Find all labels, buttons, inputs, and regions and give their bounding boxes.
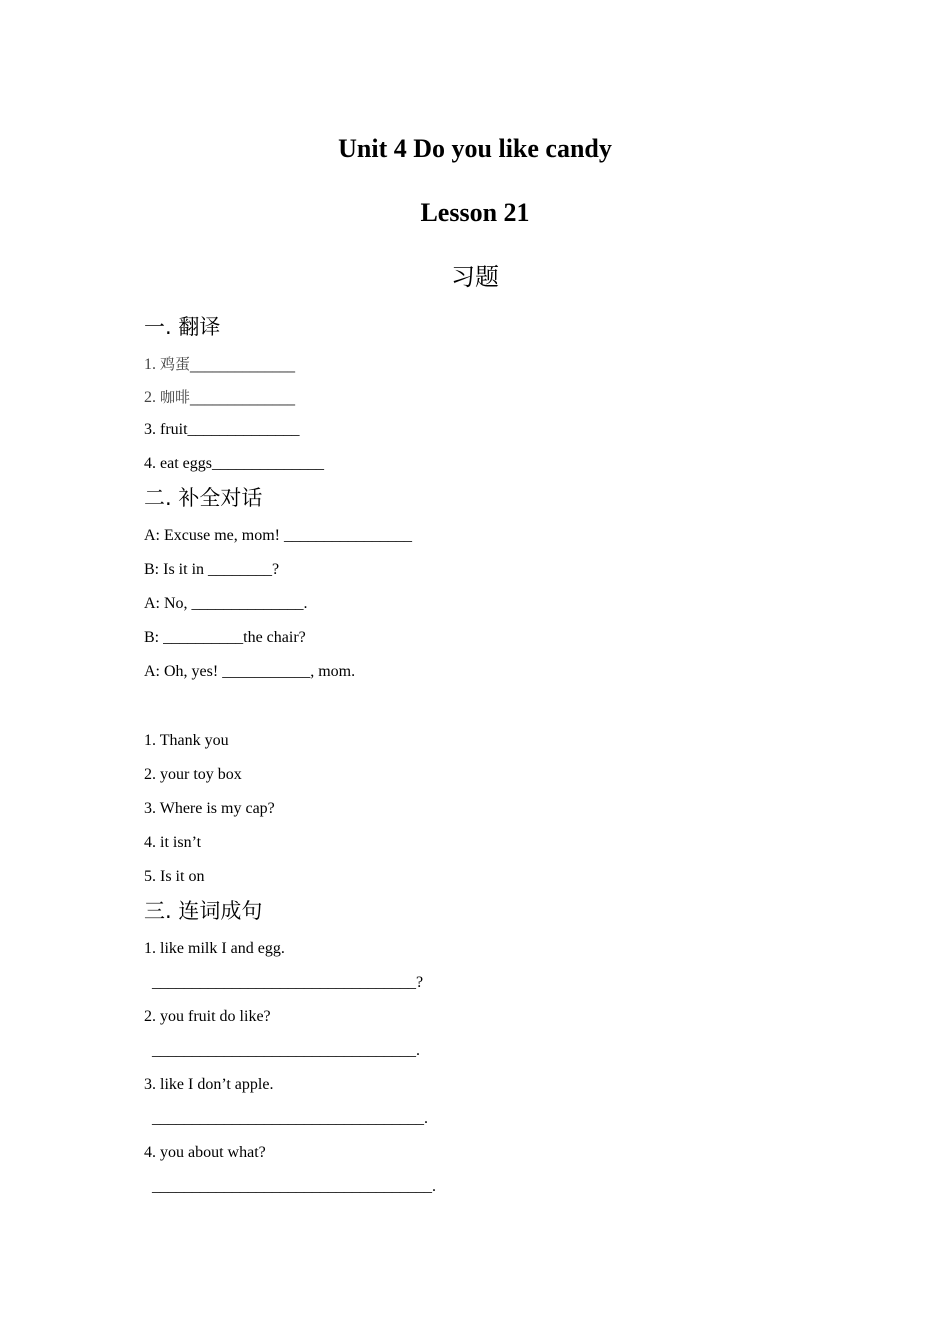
dialogue-line-2: B: Is it in ________? — [144, 561, 280, 578]
dialogue-option-3: 3. Where is my cap? — [144, 800, 275, 817]
dialogue-option-5: 5. Is it on — [144, 868, 205, 885]
exercise-subtitle: 习题 — [451, 263, 499, 291]
sentence-prompt-3: 3. like I don’t apple. — [144, 1076, 274, 1093]
sentence-prompt-1: 1. like milk I and egg. — [144, 940, 285, 957]
unit-title: Unit 4 Do you like candy — [338, 134, 612, 163]
section-translation-heading: 一. 翻译 — [144, 315, 221, 339]
dialogue-option-2: 2. your toy box — [144, 766, 242, 783]
sentence-answer-4: ___________________________________. — [152, 1178, 436, 1195]
translation-item-2: 2. 咖啡______________ — [144, 388, 296, 406]
dialogue-line-1: A: Excuse me, mom! ________________ — [144, 527, 412, 544]
sentence-answer-1: _________________________________? — [152, 974, 424, 991]
sentence-prompt-4: 4. you about what? — [144, 1144, 266, 1161]
dialogue-option-4: 4. it isn’t — [144, 834, 202, 851]
translation-item-1: 1. 鸡蛋______________ — [144, 355, 296, 373]
section-dialogue-heading: 二. 补全对话 — [144, 486, 263, 510]
dialogue-line-5: A: Oh, yes! ___________, mom. — [144, 663, 356, 680]
dialogue-line-4: B: __________the chair? — [144, 629, 306, 646]
sentence-prompt-2: 2. you fruit do like? — [144, 1008, 271, 1025]
sentence-answer-3: __________________________________. — [152, 1110, 428, 1127]
dialogue-option-1: 1. Thank you — [144, 732, 229, 749]
sentence-answer-2: _________________________________. — [152, 1042, 420, 1059]
section-sentence-heading: 三. 连词成句 — [144, 899, 263, 923]
translation-item-3: 3. fruit______________ — [144, 421, 300, 438]
translation-item-4: 4. eat eggs______________ — [144, 455, 324, 472]
dialogue-line-3: A: No, ______________. — [144, 595, 308, 612]
lesson-title: Lesson 21 — [420, 198, 530, 227]
